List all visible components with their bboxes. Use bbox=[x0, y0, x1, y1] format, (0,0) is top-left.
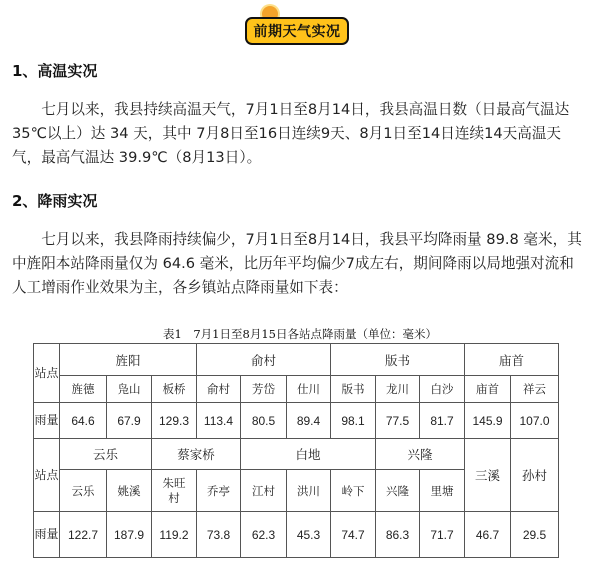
rain-value-cell: 62.3 bbox=[241, 512, 287, 558]
rain-value-cell: 45.3 bbox=[287, 512, 331, 558]
rain-value-cell: 113.4 bbox=[197, 403, 241, 439]
table-row bbox=[34, 344, 559, 376]
table-caption: 表1 7月1日至8月15日各站点降雨量（单位：毫米） bbox=[163, 327, 437, 341]
rain-value-cell: 73.8 bbox=[197, 512, 241, 558]
table-row bbox=[34, 439, 559, 470]
rain-value-cell: 98.1 bbox=[331, 403, 376, 439]
station-cell: 岭下 bbox=[331, 470, 376, 512]
rain-value-cell: 89.4 bbox=[287, 403, 331, 439]
section-banner bbox=[0, 0, 600, 56]
station-cell: 朱旺村 bbox=[152, 470, 197, 512]
heading-high-temperature: 1、高温实况 bbox=[12, 62, 98, 80]
town-cell: 庙首 bbox=[465, 344, 559, 376]
station-cell: 姚溪 bbox=[107, 470, 152, 512]
rain-value-cell: 145.9 bbox=[465, 403, 511, 439]
station-cell: 庙首 bbox=[465, 376, 511, 403]
town-cell: 版书 bbox=[331, 344, 465, 376]
rain-value-cell: 119.2 bbox=[152, 512, 197, 558]
rain-label-cell: 雨量 bbox=[34, 512, 60, 558]
town-cell: 蔡家桥 bbox=[152, 439, 241, 470]
rain-value-cell: 64.6 bbox=[60, 403, 107, 439]
rainfall-table bbox=[33, 343, 559, 558]
station-cell: 俞村 bbox=[197, 376, 241, 403]
station-cell: 仕川 bbox=[287, 376, 331, 403]
table-row bbox=[34, 403, 559, 439]
rain-value-cell: 74.7 bbox=[331, 512, 376, 558]
rain-value-cell: 122.7 bbox=[60, 512, 107, 558]
station-label-cell: 站点 bbox=[34, 439, 60, 512]
station-label-cell: 站点 bbox=[34, 344, 60, 403]
station-cell: 里塘 bbox=[420, 470, 465, 512]
rain-value-cell: 107.0 bbox=[511, 403, 559, 439]
paragraph-rainfall: 七月以来，我县降雨持续偏少，7月1日至8月14日，我县平均降雨量 89.8 毫米，其中旌阳本站降雨量仅为 64.6 毫米，比历年平均偏少7成左右，期间降雨以局地强对流和人工增雨作业效果为主，各乡镇站点降雨量如下表： bbox=[12, 231, 582, 296]
rain-value-cell: 29.5 bbox=[511, 512, 559, 558]
town-cell: 兴隆 bbox=[376, 439, 465, 470]
town-cell: 旌阳 bbox=[60, 344, 197, 376]
station-cell: 祥云 bbox=[511, 376, 559, 403]
station-cell: 龙川 bbox=[376, 376, 420, 403]
station-cell: 板桥 bbox=[152, 376, 197, 403]
station-cell: 洪川 bbox=[287, 470, 331, 512]
station-cell: 云乐 bbox=[60, 470, 107, 512]
table-row bbox=[34, 512, 559, 558]
rain-value-cell: 71.7 bbox=[420, 512, 465, 558]
rain-value-cell: 187.9 bbox=[107, 512, 152, 558]
paragraph-high-temperature: 七月以来，我县持续高温天气，7月1日至8月14日，我县高温日数（日最高气温达35℃以上）达 34 天，其中 7月8日至16日连续9天、8月1日至14日连续14天高温天气，最高气温达 39.9℃（8月13日）。 bbox=[12, 101, 570, 166]
rain-value-cell: 67.9 bbox=[107, 403, 152, 439]
rain-label-cell: 雨量 bbox=[34, 403, 60, 439]
station-cell: 旌德 bbox=[60, 376, 107, 403]
station-cell: 凫山 bbox=[107, 376, 152, 403]
rain-value-cell: 46.7 bbox=[465, 512, 511, 558]
station-cell: 乔亭 bbox=[197, 470, 241, 512]
station-cell: 白沙 bbox=[420, 376, 465, 403]
station-cell: 版书 bbox=[331, 376, 376, 403]
town-cell: 俞村 bbox=[197, 344, 331, 376]
station-cell: 江村 bbox=[241, 470, 287, 512]
rain-value-cell: 80.5 bbox=[241, 403, 287, 439]
heading-rainfall: 2、降雨实况 bbox=[12, 192, 98, 210]
station-cell: 芳岱 bbox=[241, 376, 287, 403]
section-badge: 前期天气实况 bbox=[245, 17, 349, 45]
town-cell: 白地 bbox=[241, 439, 376, 470]
town-cell: 孙村 bbox=[511, 439, 559, 512]
rain-value-cell: 81.7 bbox=[420, 403, 465, 439]
town-cell: 云乐 bbox=[60, 439, 152, 470]
town-cell: 三溪 bbox=[465, 439, 511, 512]
station-cell: 兴隆 bbox=[376, 470, 420, 512]
table-row bbox=[34, 376, 559, 403]
rain-value-cell: 129.3 bbox=[152, 403, 197, 439]
sun-icon bbox=[256, 3, 284, 17]
rain-value-cell: 86.3 bbox=[376, 512, 420, 558]
rain-value-cell: 77.5 bbox=[376, 403, 420, 439]
